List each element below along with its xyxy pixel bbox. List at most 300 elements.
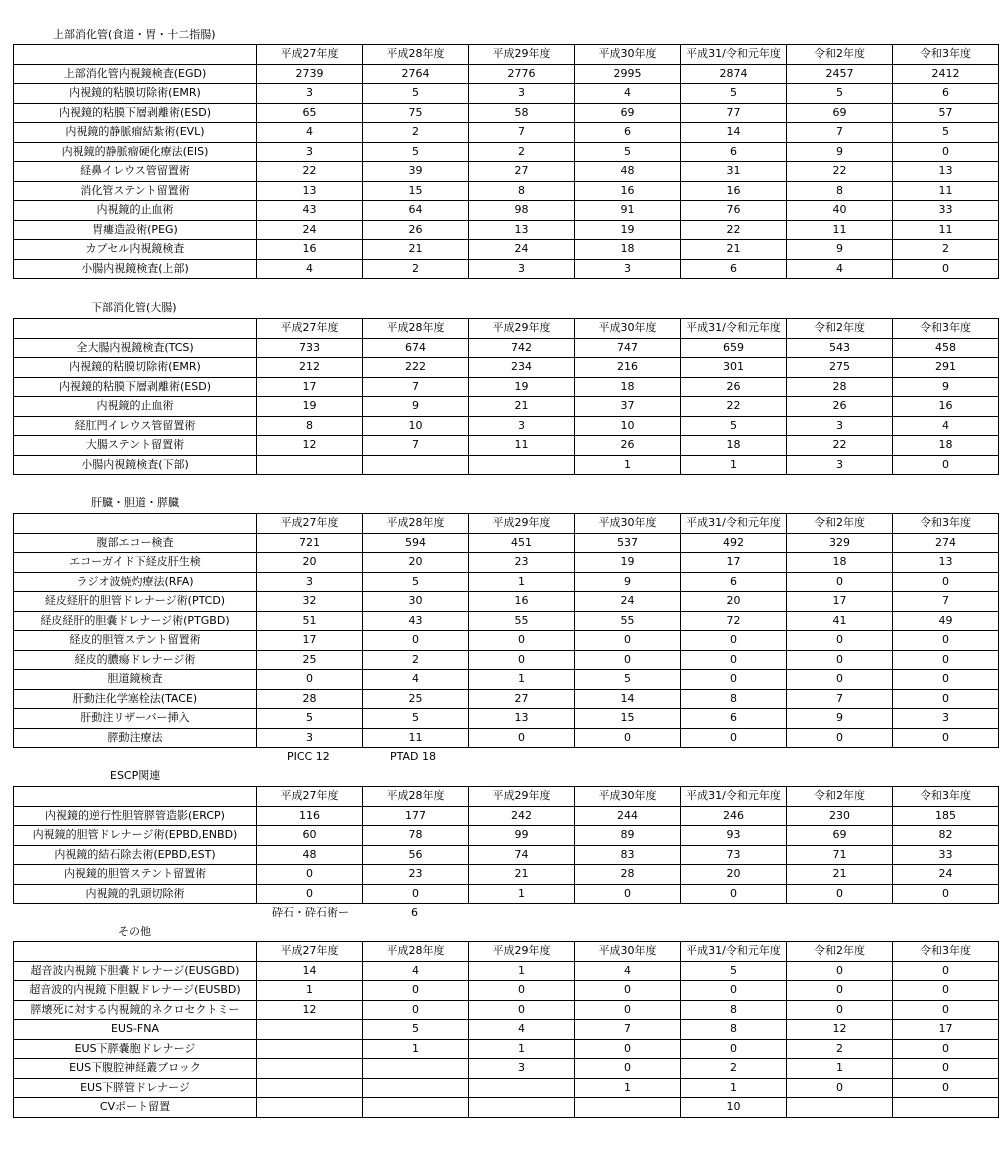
table-row bbox=[14, 689, 999, 709]
count-cell: 0 bbox=[469, 1000, 575, 1020]
procedure-label-cell: 内視鏡的乳頭切除術 bbox=[14, 884, 257, 904]
year-header-cell: 平成28年度 bbox=[363, 787, 469, 807]
count-cell: 8 bbox=[681, 1000, 787, 1020]
count-cell: 14 bbox=[681, 123, 787, 143]
header-blank-cell bbox=[14, 514, 257, 534]
count-cell: 17 bbox=[681, 553, 787, 573]
count-cell: 11 bbox=[893, 181, 999, 201]
year-header-cell: 平成28年度 bbox=[363, 45, 469, 65]
count-cell: 5 bbox=[575, 142, 681, 162]
count-cell: 1 bbox=[469, 884, 575, 904]
count-cell: 6 bbox=[893, 84, 999, 104]
count-cell: 19 bbox=[257, 397, 363, 417]
count-cell: 2 bbox=[681, 1059, 787, 1079]
count-cell: 2 bbox=[363, 123, 469, 143]
count-cell: 17 bbox=[257, 377, 363, 397]
count-cell: 222 bbox=[363, 358, 469, 378]
year-header-cell: 平成31/令和元年度 bbox=[681, 319, 787, 339]
count-cell: 65 bbox=[257, 103, 363, 123]
table-row bbox=[14, 455, 999, 475]
year-header-cell: 平成30年度 bbox=[575, 942, 681, 962]
count-cell: 3 bbox=[469, 1059, 575, 1079]
count-cell: 4 bbox=[363, 961, 469, 981]
count-cell: 60 bbox=[257, 826, 363, 846]
table-row bbox=[14, 162, 999, 182]
count-cell: 0 bbox=[363, 981, 469, 1001]
count-cell: 20 bbox=[363, 553, 469, 573]
count-cell: 0 bbox=[575, 1039, 681, 1059]
count-cell: 91 bbox=[575, 201, 681, 221]
count-cell: 9 bbox=[787, 142, 893, 162]
procedure-label-cell: 内視鏡的止血術 bbox=[14, 201, 257, 221]
section-title-upper-gi: 上部消化管(食道・胃・十二指腸) bbox=[53, 28, 216, 41]
count-cell: 76 bbox=[681, 201, 787, 221]
count-cell: 78 bbox=[363, 826, 469, 846]
count-cell: 11 bbox=[787, 220, 893, 240]
procedure-label-cell: 超音波的内視鏡下胆観ドレナージ(EUSBD) bbox=[14, 981, 257, 1001]
count-cell: 18 bbox=[575, 240, 681, 260]
year-header-cell: 平成29年度 bbox=[469, 319, 575, 339]
count-cell: 3 bbox=[257, 142, 363, 162]
count-cell: 733 bbox=[257, 338, 363, 358]
header-row bbox=[14, 787, 999, 807]
count-cell bbox=[363, 1078, 469, 1098]
count-cell: 15 bbox=[363, 181, 469, 201]
count-cell: 6 bbox=[575, 123, 681, 143]
count-cell: 2 bbox=[787, 1039, 893, 1059]
count-cell: 0 bbox=[363, 1000, 469, 1020]
count-cell: 48 bbox=[257, 845, 363, 865]
count-cell: 77 bbox=[681, 103, 787, 123]
header-blank-cell bbox=[14, 45, 257, 65]
count-cell bbox=[469, 455, 575, 475]
count-cell: 39 bbox=[363, 162, 469, 182]
count-cell: 43 bbox=[257, 201, 363, 221]
procedure-label-cell: 内視鏡的静脈瘤結紮術(EVL) bbox=[14, 123, 257, 143]
year-header-cell: 令和2年度 bbox=[787, 319, 893, 339]
count-cell: 98 bbox=[469, 201, 575, 221]
table-row bbox=[14, 1059, 999, 1079]
count-cell: 742 bbox=[469, 338, 575, 358]
count-cell: 8 bbox=[257, 416, 363, 436]
count-cell: 0 bbox=[681, 728, 787, 748]
year-header-cell: 平成30年度 bbox=[575, 787, 681, 807]
count-cell: 24 bbox=[257, 220, 363, 240]
count-cell: 26 bbox=[575, 436, 681, 456]
procedure-label-cell: EUS下膵管ドレナージ bbox=[14, 1078, 257, 1098]
count-cell: 31 bbox=[681, 162, 787, 182]
count-cell: 99 bbox=[469, 826, 575, 846]
count-cell: 2874 bbox=[681, 64, 787, 84]
count-cell: 20 bbox=[681, 592, 787, 612]
procedure-label-cell: 内視鏡的逆行性胆管膵管造影(ERCP) bbox=[14, 806, 257, 826]
count-cell: 1 bbox=[681, 455, 787, 475]
count-cell bbox=[787, 1098, 893, 1118]
year-header-cell: 平成29年度 bbox=[469, 45, 575, 65]
count-cell: 11 bbox=[893, 220, 999, 240]
count-cell: 3 bbox=[469, 84, 575, 104]
count-cell: 0 bbox=[681, 631, 787, 651]
count-cell: 3 bbox=[257, 572, 363, 592]
count-cell: 16 bbox=[469, 592, 575, 612]
count-cell: 242 bbox=[469, 806, 575, 826]
count-cell: 27 bbox=[469, 162, 575, 182]
procedure-label-cell: 上部消化管内視鏡検査(EGD) bbox=[14, 64, 257, 84]
count-cell: 6 bbox=[681, 572, 787, 592]
count-cell: 0 bbox=[469, 650, 575, 670]
table-row bbox=[14, 259, 999, 279]
count-cell: 16 bbox=[257, 240, 363, 260]
count-cell: 0 bbox=[681, 884, 787, 904]
year-header-cell: 平成31/令和元年度 bbox=[681, 787, 787, 807]
count-cell: 3 bbox=[787, 416, 893, 436]
count-cell: 0 bbox=[787, 1000, 893, 1020]
count-cell: 16 bbox=[681, 181, 787, 201]
count-cell: 0 bbox=[893, 1059, 999, 1079]
count-cell: 13 bbox=[469, 709, 575, 729]
procedure-label-cell: 内視鏡的結石除去術(EPBD,EST) bbox=[14, 845, 257, 865]
table-row bbox=[14, 611, 999, 631]
count-cell: 18 bbox=[575, 377, 681, 397]
year-header-cell: 令和3年度 bbox=[893, 319, 999, 339]
count-cell: 3 bbox=[787, 455, 893, 475]
table-other bbox=[13, 941, 999, 1118]
count-cell: 13 bbox=[893, 553, 999, 573]
count-cell: 1 bbox=[257, 981, 363, 1001]
count-cell: 0 bbox=[893, 631, 999, 651]
count-cell: 1 bbox=[575, 455, 681, 475]
section-title-other: その他 bbox=[118, 925, 151, 938]
count-cell: 89 bbox=[575, 826, 681, 846]
count-cell: 58 bbox=[469, 103, 575, 123]
count-cell: 22 bbox=[257, 162, 363, 182]
table-row bbox=[14, 103, 999, 123]
header-blank-cell bbox=[14, 319, 257, 339]
count-cell: 26 bbox=[363, 220, 469, 240]
procedure-label-cell: CVポート留置 bbox=[14, 1098, 257, 1118]
count-cell: 2412 bbox=[893, 64, 999, 84]
table-row bbox=[14, 358, 999, 378]
count-cell: 244 bbox=[575, 806, 681, 826]
year-header-cell: 平成28年度 bbox=[363, 319, 469, 339]
count-cell: 0 bbox=[363, 631, 469, 651]
count-cell: 0 bbox=[787, 884, 893, 904]
note-picc: PICC 12 bbox=[287, 750, 330, 763]
count-cell: 3 bbox=[469, 259, 575, 279]
count-cell: 12 bbox=[257, 436, 363, 456]
count-cell: 0 bbox=[893, 650, 999, 670]
count-cell: 0 bbox=[575, 650, 681, 670]
count-cell: 8 bbox=[681, 1020, 787, 1040]
table-row bbox=[14, 650, 999, 670]
count-cell bbox=[257, 455, 363, 475]
count-cell: 22 bbox=[681, 397, 787, 417]
count-cell: 0 bbox=[575, 1059, 681, 1079]
count-cell: 12 bbox=[257, 1000, 363, 1020]
count-cell bbox=[257, 1059, 363, 1079]
count-cell: 1 bbox=[469, 670, 575, 690]
count-cell: 10 bbox=[575, 416, 681, 436]
year-header-cell: 平成31/令和元年度 bbox=[681, 514, 787, 534]
count-cell: 0 bbox=[575, 884, 681, 904]
count-cell: 1 bbox=[469, 1039, 575, 1059]
count-cell: 0 bbox=[787, 981, 893, 1001]
count-cell: 0 bbox=[469, 631, 575, 651]
count-cell: 0 bbox=[575, 981, 681, 1001]
year-header-cell: 令和3年度 bbox=[893, 514, 999, 534]
procedure-label-cell: 肝動注リザーバー挿入 bbox=[14, 709, 257, 729]
count-cell: 57 bbox=[893, 103, 999, 123]
procedure-label-cell: 内視鏡的胆管ドレナージ術(EPBD,ENBD) bbox=[14, 826, 257, 846]
header-blank-cell bbox=[14, 787, 257, 807]
count-cell: 18 bbox=[787, 553, 893, 573]
year-header-cell: 平成27年度 bbox=[257, 787, 363, 807]
count-cell: 19 bbox=[575, 220, 681, 240]
count-cell: 0 bbox=[787, 728, 893, 748]
count-cell: 492 bbox=[681, 533, 787, 553]
count-cell: 0 bbox=[787, 670, 893, 690]
count-cell: 28 bbox=[257, 689, 363, 709]
count-cell: 19 bbox=[469, 377, 575, 397]
count-cell: 0 bbox=[681, 981, 787, 1001]
count-cell: 5 bbox=[363, 84, 469, 104]
count-cell: 0 bbox=[893, 1000, 999, 1020]
count-cell: 7 bbox=[363, 377, 469, 397]
count-cell: 0 bbox=[893, 259, 999, 279]
count-cell: 0 bbox=[893, 572, 999, 592]
count-cell: 0 bbox=[575, 728, 681, 748]
table-row bbox=[14, 64, 999, 84]
count-cell: 20 bbox=[681, 865, 787, 885]
count-cell: 33 bbox=[893, 201, 999, 221]
count-cell: 458 bbox=[893, 338, 999, 358]
count-cell: 0 bbox=[257, 865, 363, 885]
year-header-cell: 令和2年度 bbox=[787, 942, 893, 962]
count-cell: 0 bbox=[893, 455, 999, 475]
count-cell: 0 bbox=[893, 1078, 999, 1098]
count-cell: 27 bbox=[469, 689, 575, 709]
header-row bbox=[14, 942, 999, 962]
count-cell: 69 bbox=[787, 826, 893, 846]
count-cell: 55 bbox=[575, 611, 681, 631]
count-cell: 1 bbox=[469, 961, 575, 981]
count-cell: 3 bbox=[257, 728, 363, 748]
year-header-cell: 平成30年度 bbox=[575, 319, 681, 339]
count-cell: 21 bbox=[469, 397, 575, 417]
count-cell: 0 bbox=[469, 728, 575, 748]
procedure-label-cell: 腹部エコー検査 bbox=[14, 533, 257, 553]
procedure-label-cell: 膵壊死に対する内視鏡的ネクロセクトミー bbox=[14, 1000, 257, 1020]
count-cell: 19 bbox=[575, 553, 681, 573]
count-cell: 747 bbox=[575, 338, 681, 358]
count-cell: 56 bbox=[363, 845, 469, 865]
table-hepatobiliary bbox=[13, 513, 999, 748]
year-header-cell: 平成28年度 bbox=[363, 514, 469, 534]
count-cell: 24 bbox=[893, 865, 999, 885]
count-cell: 74 bbox=[469, 845, 575, 865]
procedure-label-cell: 大腸ステント留置術 bbox=[14, 436, 257, 456]
section-title-escp: ESCP関連 bbox=[110, 769, 161, 782]
count-cell: 2739 bbox=[257, 64, 363, 84]
section-title-hepatobiliary: 肝臓・胆道・膵臓 bbox=[91, 496, 179, 509]
table-row bbox=[14, 181, 999, 201]
count-cell bbox=[575, 1098, 681, 1118]
count-cell: 246 bbox=[681, 806, 787, 826]
count-cell: 4 bbox=[257, 259, 363, 279]
count-cell bbox=[363, 1059, 469, 1079]
count-cell: 40 bbox=[787, 201, 893, 221]
count-cell: 7 bbox=[787, 689, 893, 709]
procedure-label-cell: 内視鏡的粘膜切除術(EMR) bbox=[14, 84, 257, 104]
count-cell: 10 bbox=[363, 416, 469, 436]
count-cell: 4 bbox=[575, 961, 681, 981]
count-cell: 2 bbox=[363, 650, 469, 670]
count-cell: 43 bbox=[363, 611, 469, 631]
table-row bbox=[14, 416, 999, 436]
note-ptad: PTAD 18 bbox=[390, 750, 436, 763]
year-header-cell: 平成28年度 bbox=[363, 942, 469, 962]
table-row bbox=[14, 709, 999, 729]
count-cell: 7 bbox=[363, 436, 469, 456]
procedure-label-cell: 経肛門イレウス管留置術 bbox=[14, 416, 257, 436]
count-cell: 14 bbox=[257, 961, 363, 981]
count-cell: 17 bbox=[257, 631, 363, 651]
count-cell: 9 bbox=[363, 397, 469, 417]
count-cell: 116 bbox=[257, 806, 363, 826]
header-row bbox=[14, 45, 999, 65]
table-row bbox=[14, 806, 999, 826]
procedure-label-cell: 内視鏡的粘膜下層剥離術(ESD) bbox=[14, 377, 257, 397]
procedure-label-cell: 全大腸内視鏡検査(TCS) bbox=[14, 338, 257, 358]
count-cell: 0 bbox=[681, 670, 787, 690]
table-row bbox=[14, 240, 999, 260]
count-cell: 0 bbox=[575, 1000, 681, 1020]
count-cell: 5 bbox=[681, 961, 787, 981]
count-cell: 1 bbox=[469, 572, 575, 592]
table-row bbox=[14, 201, 999, 221]
count-cell: 0 bbox=[893, 142, 999, 162]
table-row bbox=[14, 533, 999, 553]
count-cell: 9 bbox=[575, 572, 681, 592]
table-row bbox=[14, 338, 999, 358]
count-cell: 4 bbox=[787, 259, 893, 279]
count-cell: 4 bbox=[893, 416, 999, 436]
count-cell: 4 bbox=[363, 670, 469, 690]
count-cell: 659 bbox=[681, 338, 787, 358]
year-header-cell: 平成29年度 bbox=[469, 787, 575, 807]
count-cell: 0 bbox=[469, 981, 575, 1001]
count-cell: 0 bbox=[787, 1078, 893, 1098]
procedure-label-cell: 超音波内視鏡下胆嚢ドレナージ(EUSGBD) bbox=[14, 961, 257, 981]
procedure-label-cell: 経鼻イレウス管留置術 bbox=[14, 162, 257, 182]
count-cell bbox=[469, 1098, 575, 1118]
count-cell: 537 bbox=[575, 533, 681, 553]
count-cell: 3 bbox=[893, 709, 999, 729]
year-header-cell: 令和3年度 bbox=[893, 45, 999, 65]
table-row bbox=[14, 865, 999, 885]
count-cell: 6 bbox=[681, 259, 787, 279]
table-row bbox=[14, 1000, 999, 1020]
count-cell: 0 bbox=[363, 884, 469, 904]
table-row bbox=[14, 377, 999, 397]
count-cell: 721 bbox=[257, 533, 363, 553]
count-cell: 82 bbox=[893, 826, 999, 846]
count-cell: 28 bbox=[575, 865, 681, 885]
count-cell: 49 bbox=[893, 611, 999, 631]
count-cell: 0 bbox=[893, 961, 999, 981]
count-cell: 594 bbox=[363, 533, 469, 553]
procedure-label-cell: 小腸内視鏡検査(下部) bbox=[14, 455, 257, 475]
count-cell: 2 bbox=[893, 240, 999, 260]
procedure-label-cell: 消化管ステント留置術 bbox=[14, 181, 257, 201]
count-cell: 71 bbox=[787, 845, 893, 865]
procedure-label-cell: EUS下膵嚢胞ドレナージ bbox=[14, 1039, 257, 1059]
note-sekiseki-label: 砕石・砕石術ー bbox=[272, 906, 349, 919]
procedure-label-cell: 経皮経肝的胆管ドレナージ術(PTCD) bbox=[14, 592, 257, 612]
count-cell: 230 bbox=[787, 806, 893, 826]
year-header-cell: 平成29年度 bbox=[469, 514, 575, 534]
table-lower-gi bbox=[13, 318, 999, 475]
count-cell: 18 bbox=[681, 436, 787, 456]
table-escp bbox=[13, 786, 999, 904]
count-cell: 37 bbox=[575, 397, 681, 417]
count-cell: 1 bbox=[363, 1039, 469, 1059]
count-cell: 5 bbox=[787, 84, 893, 104]
table-row bbox=[14, 1039, 999, 1059]
count-cell: 21 bbox=[681, 240, 787, 260]
table-upper-gi bbox=[13, 44, 999, 279]
count-cell: 0 bbox=[787, 961, 893, 981]
table-row bbox=[14, 142, 999, 162]
count-cell: 5 bbox=[681, 84, 787, 104]
count-cell: 0 bbox=[681, 650, 787, 670]
count-cell: 23 bbox=[363, 865, 469, 885]
count-cell: 9 bbox=[787, 240, 893, 260]
count-cell: 16 bbox=[575, 181, 681, 201]
count-cell: 16 bbox=[893, 397, 999, 417]
count-cell: 7 bbox=[787, 123, 893, 143]
table-row bbox=[14, 592, 999, 612]
count-cell: 12 bbox=[787, 1020, 893, 1040]
count-cell bbox=[257, 1020, 363, 1040]
count-cell: 9 bbox=[893, 377, 999, 397]
count-cell: 5 bbox=[363, 142, 469, 162]
count-cell: 51 bbox=[257, 611, 363, 631]
table-row bbox=[14, 84, 999, 104]
count-cell: 69 bbox=[575, 103, 681, 123]
procedure-label-cell: 胆道鏡検査 bbox=[14, 670, 257, 690]
header-row bbox=[14, 514, 999, 534]
count-cell bbox=[257, 1098, 363, 1118]
count-cell: 8 bbox=[681, 689, 787, 709]
year-header-cell: 令和3年度 bbox=[893, 942, 999, 962]
year-header-cell: 平成31/令和元年度 bbox=[681, 942, 787, 962]
year-header-cell: 平成27年度 bbox=[257, 514, 363, 534]
count-cell: 1 bbox=[575, 1078, 681, 1098]
procedure-label-cell: 経皮的胆管ステント留置術 bbox=[14, 631, 257, 651]
table-row bbox=[14, 1020, 999, 1040]
count-cell: 0 bbox=[257, 670, 363, 690]
procedure-label-cell: EUS-FNA bbox=[14, 1020, 257, 1040]
table-row bbox=[14, 845, 999, 865]
count-cell: 6 bbox=[681, 709, 787, 729]
table-row bbox=[14, 436, 999, 456]
count-cell: 18 bbox=[893, 436, 999, 456]
count-cell: 3 bbox=[469, 416, 575, 436]
table-row bbox=[14, 631, 999, 651]
count-cell: 11 bbox=[469, 436, 575, 456]
count-cell: 21 bbox=[787, 865, 893, 885]
